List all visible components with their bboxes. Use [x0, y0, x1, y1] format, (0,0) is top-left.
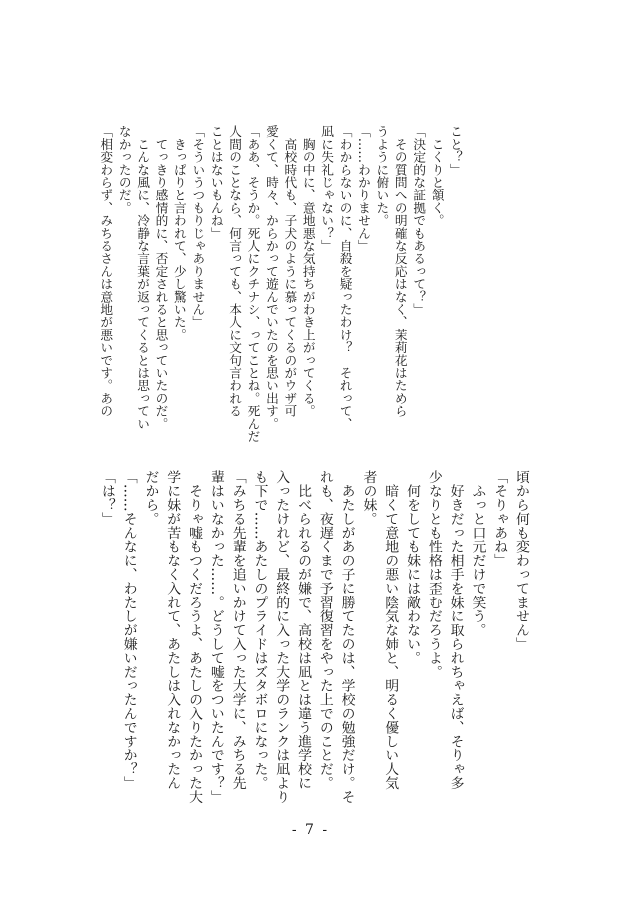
- page-number: - 7 -: [291, 822, 330, 838]
- text-line: なかったのだ。: [116, 125, 132, 214]
- text-line: 輩はいなかった……。どうして嘘をついたんです？」: [207, 470, 224, 804]
- text-line: 「ああ、そうか。死人にクチナシ、ってことね。死んだ: [245, 125, 261, 443]
- text-line: ふっと口元だけで笑う。: [469, 470, 486, 637]
- text-line: 人間のことなら、何言っても、本人に文句言われる: [227, 125, 243, 418]
- text-line: 愛くて、時々、からかって遊んでいたのを思い出す。: [263, 125, 279, 430]
- text-line: 比べられるのが嫌で、高校は凪とは違う進学校に: [295, 470, 312, 790]
- text-line: れも、夜遅くまで予習復習をやった上でのことだ。: [316, 470, 333, 790]
- text-line: 「そういうつもりじゃありません」: [190, 125, 206, 329]
- text-line: 「決定的な証拠でもあるって？」: [411, 125, 427, 316]
- text-line: 好きだった相手を妹に取られちゃえば、そりゃ多: [447, 470, 464, 790]
- text-line: 「そりゃあね」: [491, 470, 508, 568]
- text-line: 「みちる先輩を追いかけて入った大学に、みちる先: [229, 470, 246, 790]
- text-line: 「……わかりません」: [355, 125, 371, 252]
- text-line: 「は？」: [98, 470, 115, 526]
- text-line: 者の妹。: [360, 470, 377, 526]
- text-line: その質問への明確な反応はなく、茉莉花はためら: [392, 125, 408, 418]
- text-block-top: [96, 125, 464, 443]
- text-line: 胸の中に、意地悪な気持ちがわき上がってくる。: [300, 125, 316, 418]
- text-line: そりゃ嘘もつくだろうよ、あたしの入りたかった大: [186, 470, 203, 804]
- text-line: 何をしても妹には敵わない。: [404, 470, 421, 665]
- text-line: 入ったけれど、最終的に入った大学のランクは凪より: [273, 470, 290, 804]
- text-line: こと？」: [448, 125, 463, 176]
- text-line: 「……そんなに、わたしが嫌いだったんですか？」: [120, 470, 137, 790]
- text-line: 少なりとも性格は歪むだろうよ。: [425, 470, 442, 679]
- text-line: 「相変わらず、みちるさんは意地が悪いです。あの: [98, 125, 114, 418]
- text-line: 「わからないのに、自殺を疑ったわけ？ それって、: [337, 125, 353, 430]
- text-line: 頃から何も変わってません」: [513, 470, 529, 651]
- text-line: 凪に失礼じゃない？」: [319, 125, 335, 252]
- text-line: も下で……あたしのプライドはズタボロになった。: [251, 470, 268, 790]
- text-line: こくりと頷く。: [429, 125, 445, 227]
- text-line: うように俯いた。: [374, 125, 390, 227]
- text-line: ことはないもんね」: [208, 125, 224, 240]
- text-line: あたしがあの子に勝てたのは、学校の勉強だけ。そ: [338, 470, 355, 804]
- text-block-bottom: [95, 470, 531, 804]
- text-line: 暗くて意地の悪い陰気な姉と、明るく優しい人気: [382, 470, 399, 790]
- text-line: 高校時代も、子犬のように慕ってくるのがウザ可: [282, 125, 298, 418]
- text-line: てっきり感情的に、否定されると思っていたのだ。: [153, 125, 169, 430]
- text-line: だから。: [142, 470, 159, 526]
- text-line: こんな風に、冷静な言葉が返ってくるとは思ってい: [135, 125, 151, 430]
- text-line: きっぱりと言われて、少し驚いた。: [171, 125, 187, 341]
- text-line: 学に妹が苦もなく入れて、あたしは入れなかったん: [164, 470, 181, 790]
